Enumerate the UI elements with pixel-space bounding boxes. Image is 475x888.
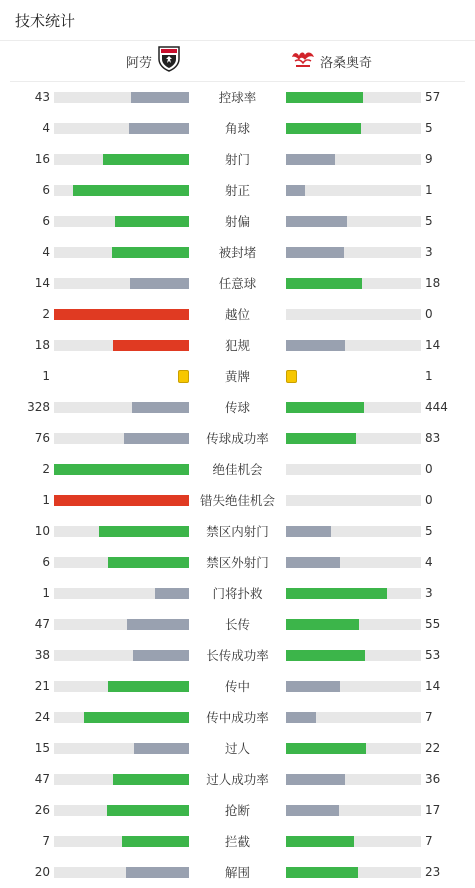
home-bar-track xyxy=(54,557,189,568)
home-value: 4 xyxy=(42,121,50,135)
home-bar-track xyxy=(54,185,189,196)
home-bar xyxy=(99,526,189,537)
home-bar-track xyxy=(54,92,189,103)
away-value: 53 xyxy=(425,648,441,662)
home-bar-track xyxy=(54,743,189,754)
stat-label: 射正 xyxy=(224,183,250,198)
stat-label: 传球 xyxy=(224,400,250,415)
stat-label: 角球 xyxy=(224,121,250,136)
home-bar xyxy=(126,867,189,878)
away-bar xyxy=(286,650,365,661)
home-bar xyxy=(132,402,189,413)
home-bar-track xyxy=(54,278,189,289)
home-value: 6 xyxy=(42,214,50,228)
home-value: 6 xyxy=(42,183,50,197)
home-value: 47 xyxy=(34,617,50,631)
home-bar xyxy=(130,278,189,289)
home-bar xyxy=(73,185,189,196)
away-bar-track xyxy=(286,712,421,723)
away-value: 3 xyxy=(425,245,433,259)
stat-row xyxy=(0,516,475,547)
stat-row xyxy=(0,857,475,888)
stat-label: 绝佳机会 xyxy=(212,462,263,477)
away-bar xyxy=(286,123,361,134)
away-value: 7 xyxy=(425,834,433,848)
stat-row xyxy=(0,733,475,764)
home-value: 21 xyxy=(34,679,50,693)
home-bar-track xyxy=(54,681,189,692)
home-bar xyxy=(54,495,189,506)
stat-row xyxy=(0,454,475,485)
home-bar-track xyxy=(54,836,189,847)
home-bar xyxy=(113,774,189,785)
away-bar-track xyxy=(286,805,421,816)
away-bar xyxy=(286,681,340,692)
away-value: 36 xyxy=(425,772,441,786)
away-bar-track xyxy=(286,743,421,754)
away-bar-track xyxy=(286,340,421,351)
stat-row xyxy=(0,423,475,454)
home-yellow-card-icon xyxy=(178,370,189,383)
home-bar-track xyxy=(54,526,189,537)
away-bar-track xyxy=(286,557,421,568)
home-bar-track xyxy=(54,464,189,475)
away-value: 14 xyxy=(425,679,441,693)
home-bar-track xyxy=(54,588,189,599)
away-bar-track xyxy=(286,92,421,103)
home-bar xyxy=(84,712,189,723)
home-bar-track xyxy=(54,495,189,506)
away-value: 22 xyxy=(425,741,441,755)
stat-label: 过人 xyxy=(224,741,250,756)
away-value: 9 xyxy=(425,152,433,166)
page-title: 技术统计 xyxy=(15,11,76,30)
stat-label: 犯规 xyxy=(224,338,250,353)
home-value: 26 xyxy=(34,803,50,817)
away-bar xyxy=(286,92,363,103)
stat-label: 射门 xyxy=(224,152,250,167)
away-value: 0 xyxy=(425,493,433,507)
home-value: 1 xyxy=(42,493,50,507)
stat-label: 门将扑救 xyxy=(212,586,263,601)
stat-label: 被封堵 xyxy=(218,245,257,260)
stat-label: 黄牌 xyxy=(224,369,250,384)
away-yellow-card-icon xyxy=(286,370,297,383)
stat-row xyxy=(0,82,475,113)
away-bar xyxy=(286,805,339,816)
stat-label: 禁区外射门 xyxy=(206,555,269,570)
away-value: 18 xyxy=(425,276,441,290)
home-bar xyxy=(54,464,189,475)
home-value: 328 xyxy=(27,400,50,414)
home-bar xyxy=(124,433,189,444)
home-bar-track xyxy=(54,402,189,413)
home-bar xyxy=(112,247,189,258)
stat-label: 传中成功率 xyxy=(206,710,269,725)
stat-label: 控球率 xyxy=(218,90,257,105)
stat-row xyxy=(0,609,475,640)
away-bar xyxy=(286,340,345,351)
home-bar xyxy=(107,805,189,816)
stat-row xyxy=(0,144,475,175)
stat-row xyxy=(0,826,475,857)
home-bar xyxy=(108,681,189,692)
home-value: 76 xyxy=(34,431,50,445)
away-bar-track xyxy=(286,154,421,165)
stat-label: 拦截 xyxy=(224,834,250,849)
away-bar xyxy=(286,402,364,413)
stat-row xyxy=(0,361,475,392)
away-bar xyxy=(286,712,316,723)
away-value: 83 xyxy=(425,431,441,445)
home-bar-track xyxy=(54,433,189,444)
away-bar xyxy=(286,526,331,537)
stat-row xyxy=(0,640,475,671)
away-bar xyxy=(286,588,387,599)
away-bar xyxy=(286,185,305,196)
stat-row xyxy=(0,547,475,578)
away-bar xyxy=(286,619,359,630)
home-bar xyxy=(129,123,189,134)
teams-header xyxy=(10,41,465,82)
home-value: 14 xyxy=(34,276,50,290)
home-bar xyxy=(115,216,189,227)
away-bar xyxy=(286,836,354,847)
away-value: 0 xyxy=(425,307,433,321)
home-bar xyxy=(54,309,189,320)
home-value: 7 xyxy=(42,834,50,848)
stat-row xyxy=(0,237,475,268)
away-value: 7 xyxy=(425,710,433,724)
home-bar xyxy=(113,340,189,351)
stat-label: 过人成功率 xyxy=(206,772,269,787)
away-bar xyxy=(286,216,347,227)
stat-label: 射偏 xyxy=(224,214,250,229)
stat-label: 抢断 xyxy=(224,803,250,818)
home-bar xyxy=(103,154,189,165)
away-bar-track xyxy=(286,402,421,413)
home-value: 2 xyxy=(42,307,50,321)
home-bar xyxy=(127,619,189,630)
home-value: 20 xyxy=(34,865,50,879)
away-bar-track xyxy=(286,309,421,320)
home-value: 4 xyxy=(42,245,50,259)
away-value: 4 xyxy=(425,555,433,569)
away-value: 5 xyxy=(425,121,433,135)
away-bar-track xyxy=(286,526,421,537)
away-bar-track xyxy=(286,433,421,444)
away-bar xyxy=(286,774,345,785)
home-bar xyxy=(108,557,189,568)
away-value: 3 xyxy=(425,586,433,600)
away-bar-track xyxy=(286,216,421,227)
stat-label: 任意球 xyxy=(218,276,257,291)
away-value: 5 xyxy=(425,214,433,228)
home-bar-track xyxy=(54,650,189,661)
away-value: 1 xyxy=(425,369,433,383)
away-value: 57 xyxy=(425,90,441,104)
stat-row xyxy=(0,206,475,237)
away-team-name: 洛桑奥奇 xyxy=(320,55,373,71)
stats-list xyxy=(0,82,475,888)
home-bar-track xyxy=(54,619,189,630)
away-bar xyxy=(286,433,356,444)
away-bar-track xyxy=(286,774,421,785)
away-bar-track xyxy=(286,495,421,506)
home-bar-track xyxy=(54,805,189,816)
away-value: 14 xyxy=(425,338,441,352)
home-value: 10 xyxy=(34,524,50,538)
stat-label: 长传 xyxy=(224,617,250,632)
stat-label: 越位 xyxy=(224,307,250,322)
home-bar-track xyxy=(54,712,189,723)
stat-row xyxy=(0,392,475,423)
home-bar-track xyxy=(54,216,189,227)
away-value: 55 xyxy=(425,617,441,631)
home-value: 43 xyxy=(34,90,50,104)
home-bar xyxy=(155,588,189,599)
stat-row xyxy=(0,671,475,702)
home-bar-track xyxy=(54,340,189,351)
away-bar-track xyxy=(286,588,421,599)
home-bar xyxy=(131,92,189,103)
away-bar-track xyxy=(286,836,421,847)
away-value: 17 xyxy=(425,803,441,817)
away-bar-track xyxy=(286,247,421,258)
stat-label: 错失绝佳机会 xyxy=(199,493,275,508)
home-value: 15 xyxy=(34,741,50,755)
stat-row xyxy=(0,702,475,733)
home-value: 6 xyxy=(42,555,50,569)
home-team-logo-icon xyxy=(158,46,180,76)
stat-row xyxy=(0,113,475,144)
away-bar xyxy=(286,867,358,878)
away-bar-track xyxy=(286,619,421,630)
home-value: 1 xyxy=(42,369,50,383)
away-value: 5 xyxy=(425,524,433,538)
home-bar-track xyxy=(54,123,189,134)
home-bar xyxy=(133,650,189,661)
home-value: 18 xyxy=(34,338,50,352)
home-team-name: 阿劳 xyxy=(125,55,152,71)
away-bar-track xyxy=(286,123,421,134)
away-bar xyxy=(286,743,366,754)
home-bar-track xyxy=(54,309,189,320)
away-bar-track xyxy=(286,464,421,475)
stat-row xyxy=(0,268,475,299)
away-bar xyxy=(286,557,340,568)
stat-row xyxy=(0,764,475,795)
stat-row xyxy=(0,795,475,826)
home-bar-track xyxy=(54,247,189,258)
away-value: 0 xyxy=(425,462,433,476)
away-bar xyxy=(286,154,335,165)
home-bar xyxy=(122,836,190,847)
away-team-logo-icon xyxy=(290,49,316,73)
header xyxy=(0,0,475,41)
home-team[interactable] xyxy=(126,41,180,81)
stat-row xyxy=(0,299,475,330)
away-bar-track xyxy=(286,867,421,878)
home-value: 2 xyxy=(42,462,50,476)
home-value: 16 xyxy=(34,152,50,166)
stat-row xyxy=(0,578,475,609)
stat-label: 长传成功率 xyxy=(206,648,269,663)
stat-label: 传中 xyxy=(224,679,250,694)
away-bar-track xyxy=(286,185,421,196)
home-value: 47 xyxy=(34,772,50,786)
stat-label: 禁区内射门 xyxy=(206,524,269,539)
home-bar-track xyxy=(54,154,189,165)
away-bar-track xyxy=(286,278,421,289)
home-value: 1 xyxy=(42,586,50,600)
stat-row xyxy=(0,485,475,516)
away-value: 23 xyxy=(425,865,441,879)
away-value: 444 xyxy=(425,400,448,414)
away-bar xyxy=(286,278,362,289)
home-bar-track xyxy=(54,867,189,878)
away-bar xyxy=(286,247,344,258)
stat-row xyxy=(0,330,475,361)
home-value: 24 xyxy=(34,710,50,724)
away-value: 1 xyxy=(425,183,433,197)
home-bar xyxy=(134,743,189,754)
away-bar-track xyxy=(286,650,421,661)
stat-label: 解围 xyxy=(224,865,250,880)
stat-label: 传球成功率 xyxy=(206,431,269,446)
home-value: 38 xyxy=(34,648,50,662)
stat-row xyxy=(0,175,475,206)
away-team[interactable] xyxy=(290,41,372,81)
home-bar-track xyxy=(54,774,189,785)
away-bar-track xyxy=(286,681,421,692)
